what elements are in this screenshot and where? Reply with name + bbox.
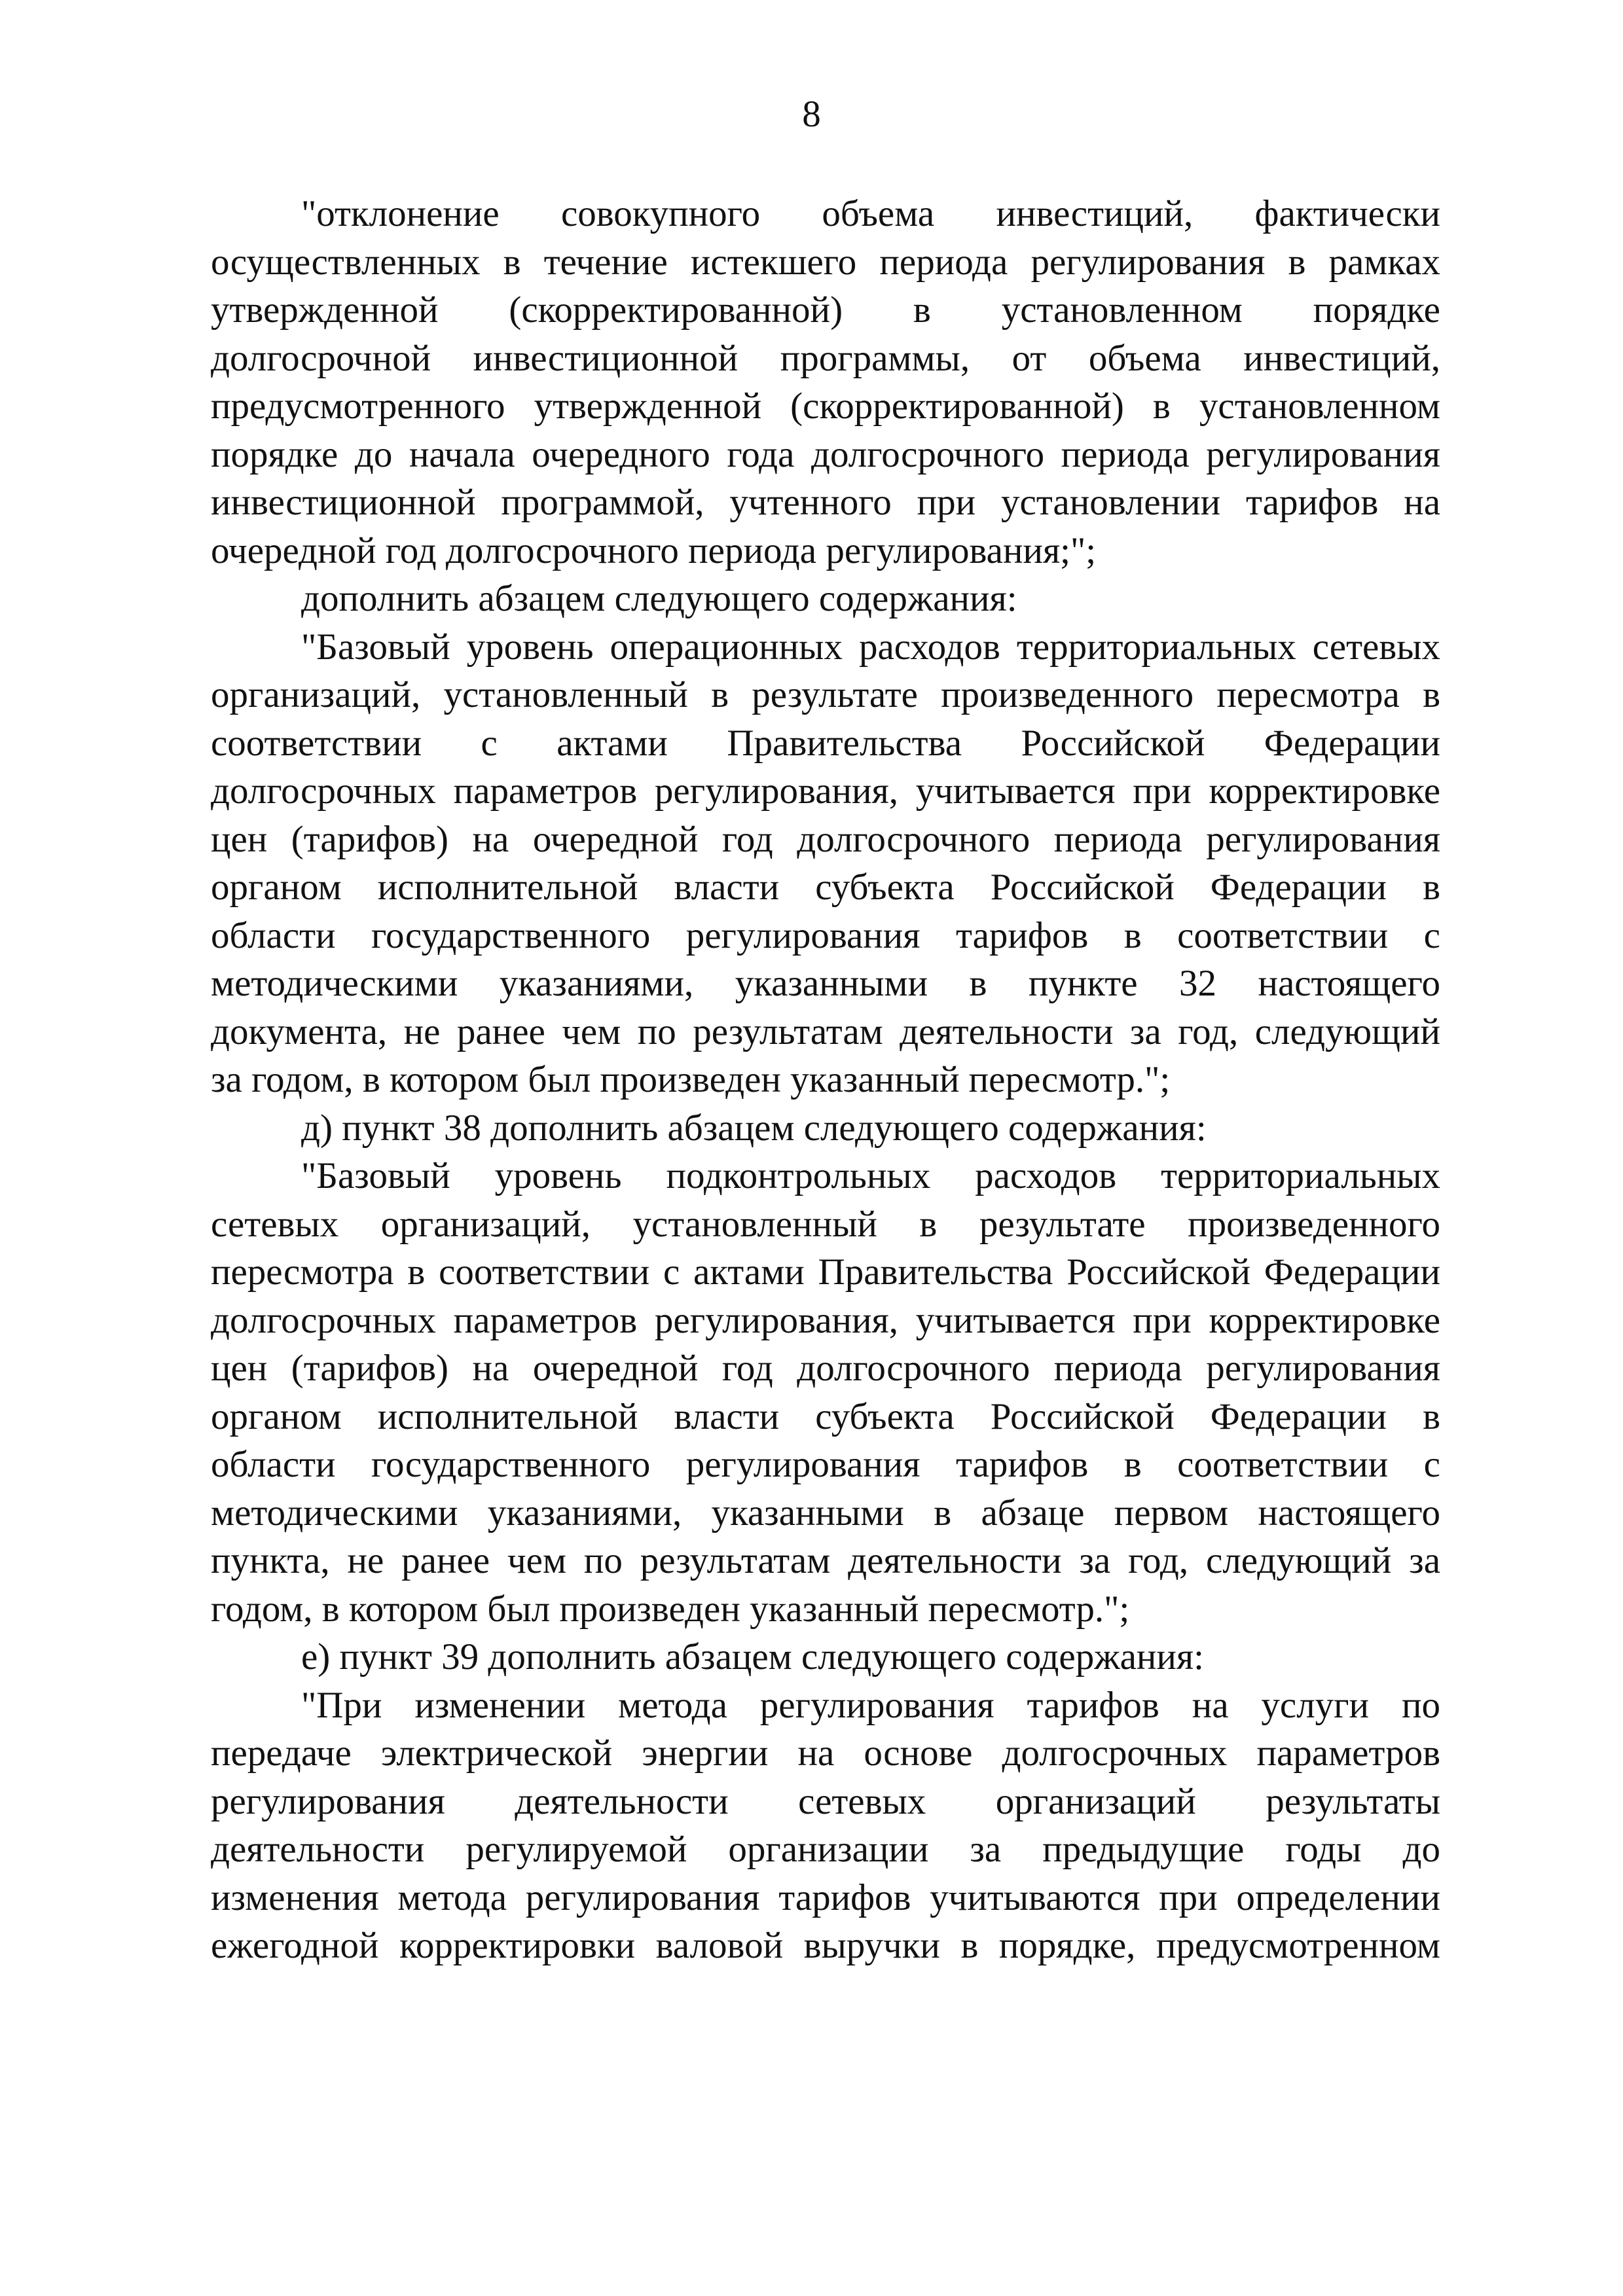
text-line: организаций, установленный в результате произведенного пересмотра в xyxy=(211,674,1440,715)
text-line: области государственного регулирования тарифов в соответствии с xyxy=(211,914,1440,956)
text-line: изменения метода регулирования тарифов учитываются при определении xyxy=(211,1876,1440,1918)
text-line: пункта, не ранее чем по результатам деятельности за год, следующий за xyxy=(211,1540,1440,1581)
text-line: за годом, в котором был произведен указанный пересмотр."; xyxy=(211,1059,1171,1100)
text-line: деятельности регулируемой организации за предыдущие годы до xyxy=(211,1829,1440,1870)
text-line: долгосрочных параметров регулирования, учитывается при корректировке xyxy=(211,770,1440,812)
text-line: сетевых организаций, установленный в результате произведенного xyxy=(211,1203,1440,1245)
text-line: органом исполнительной власти субъекта Российской Федерации в xyxy=(211,867,1440,908)
text-line: годом, в котором был произведен указанный пересмотр."; xyxy=(211,1588,1130,1630)
text-line: цен (тарифов) на очередной год долгосрочного периода регулирования xyxy=(211,818,1440,860)
text-line: утвержденной (скорректированной) в установленном порядке xyxy=(211,289,1440,331)
paragraph-instruction-item-d xyxy=(211,1104,1440,1153)
text-line: очередной год долгосрочного периода регулирования;"; xyxy=(211,529,1097,571)
text-line: органом исполнительной власти субъекта Российской Федерации в xyxy=(211,1395,1440,1437)
text-line: документа, не ранее чем по результатам деятельности за год, следующий xyxy=(211,1011,1440,1052)
paragraph-quoted-operating-costs xyxy=(211,623,1440,1104)
paragraph-instruction-item-e xyxy=(211,1633,1440,1681)
text-line: области государственного регулирования тарифов в соответствии с xyxy=(211,1444,1440,1485)
text-line: цен (тарифов) на очередной год долгосрочного периода регулирования xyxy=(211,1348,1440,1389)
text-line: пересмотра в соответствии с актами Правительства Российской Федерации xyxy=(211,1251,1440,1293)
text-line: е) пункт 39 дополнить абзацем следующего содержания: xyxy=(301,1636,1204,1677)
text-line: соответствии с актами Правительства Российской Федерации xyxy=(211,722,1440,764)
document-body xyxy=(211,190,1440,1970)
text-line: методическими указаниями, указанными в пункте 32 настоящего xyxy=(211,963,1440,1004)
text-line: предусмотренного утвержденной (скорректированной) в установленном xyxy=(211,386,1440,427)
text-line: "отклонение совокупного объема инвестиций, фактически xyxy=(301,193,1440,234)
text-line: дополнить абзацем следующего содержания: xyxy=(301,578,1017,619)
paragraph-quoted-controlled-costs xyxy=(211,1152,1440,1633)
page-number: 8 xyxy=(802,94,821,135)
text-line: д) пункт 38 дополнить абзацем следующего содержания: xyxy=(301,1107,1207,1149)
text-line: "Базовый уровень операционных расходов территориальных сетевых xyxy=(301,626,1440,668)
paragraph-instruction-add xyxy=(211,575,1440,623)
text-line: передаче электрической энергии на основе долгосрочных параметров xyxy=(211,1732,1440,1774)
text-line: ежегодной корректировки валовой выручки в порядке, предусмотренном xyxy=(211,1925,1440,1966)
text-line: долгосрочных параметров регулирования, учитывается при корректировке xyxy=(211,1299,1440,1341)
text-line: осуществленных в течение истекшего периода регулирования в рамках xyxy=(211,241,1440,283)
paragraph-quoted-deviation xyxy=(211,190,1440,575)
text-line: методическими указаниями, указанными в абзаце первом настоящего xyxy=(211,1492,1440,1534)
text-line: долгосрочной инвестиционной программы, от объема инвестиций, xyxy=(211,337,1440,379)
text-line: "Базовый уровень подконтрольных расходов территориальных xyxy=(301,1155,1440,1196)
text-line: "При изменении метода регулирования тарифов на услуги по xyxy=(301,1684,1440,1726)
paragraph-quoted-method-change xyxy=(211,1681,1440,1970)
text-line: порядке до начала очередного года долгосрочного периода регулирования xyxy=(211,433,1440,475)
text-line: регулирования деятельности сетевых организаций результаты xyxy=(211,1780,1440,1822)
text-line: инвестиционной программой, учтенного при установлении тарифов на xyxy=(211,482,1440,523)
